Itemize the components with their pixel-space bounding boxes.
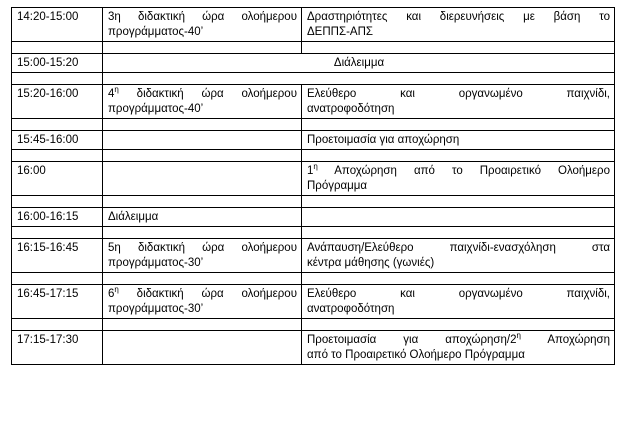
break-label: Διάλειμμα	[333, 57, 385, 69]
activity-cell	[302, 208, 615, 227]
time-cell	[12, 85, 103, 119]
activity-cell	[302, 285, 615, 319]
activity-line-1: Ελεύθερο και οργανωμένο παιχνίδι,	[307, 88, 610, 100]
time-text: 14:20-15:00	[17, 11, 79, 23]
activity-text: Αποχώρηση από το Προαιρετικό Ολοήμερο	[317, 165, 610, 177]
table-row	[12, 162, 615, 196]
session-cell	[103, 131, 302, 150]
activity-line-1	[307, 333, 610, 348]
table-row	[12, 131, 615, 150]
time-text: 15:45-16:00	[17, 134, 79, 146]
activity-line-1: Ελεύθερο και οργανωμένο παιχνίδι,	[307, 288, 610, 300]
table-row	[12, 208, 615, 227]
session-cell	[103, 162, 302, 196]
activity-cell	[302, 131, 615, 150]
activity-line-2: ΔΕΠΠΣ-ΑΠΣ	[307, 26, 373, 38]
session-text: διδακτική ώρα ολοήμερου	[118, 288, 297, 300]
session-line-1	[108, 87, 297, 102]
table-row	[12, 8, 615, 42]
ordinal-suffix: η	[313, 162, 318, 172]
time-cell	[12, 131, 103, 150]
schedule-table	[11, 7, 615, 365]
session-number: 4	[108, 88, 115, 100]
time-text: 16:45-17:15	[17, 288, 79, 300]
session-line-2: προγράμματος-30’	[108, 257, 204, 269]
table-row	[12, 239, 615, 273]
ordinal-suffix: η	[516, 331, 521, 341]
activity-text: Προετοιμασία για αποχώρηση	[307, 134, 460, 146]
session-line-1	[108, 287, 297, 302]
table-row	[12, 331, 615, 365]
activity-number: 1	[307, 165, 314, 177]
time-text: 16:00-16:15	[17, 211, 79, 223]
activity-text: Προετοιμασία για αποχώρηση/2	[307, 334, 517, 346]
spacer-row	[12, 273, 615, 285]
activity-cell	[302, 8, 615, 42]
activity-line-1: Δραστηριότητες και διερευνήσεις με βάση το	[307, 11, 610, 23]
time-cell	[12, 54, 103, 73]
time-cell	[12, 285, 103, 319]
session-line-2: προγράμματος-30’	[108, 303, 204, 315]
spacer-row	[12, 227, 615, 239]
spacer-row	[12, 42, 615, 54]
time-text: 16:15-16:45	[17, 242, 79, 254]
table-row	[12, 85, 615, 119]
break-cell	[103, 54, 615, 73]
time-cell	[12, 331, 103, 365]
time-cell	[12, 239, 103, 273]
session-cell	[103, 8, 302, 42]
activity-cell	[302, 85, 615, 119]
break-label: Διάλειμμα	[108, 211, 159, 223]
activity-line-2: ανατροφοδότηση	[307, 103, 395, 115]
activity-line-2: Πρόγραμμα	[307, 180, 368, 192]
session-number: 6	[108, 288, 115, 300]
ordinal-suffix: η	[114, 285, 119, 295]
time-text: 15:00-15:20	[17, 57, 79, 69]
session-line-2: προγράμματος-40’	[108, 103, 204, 115]
activity-cell	[302, 239, 615, 273]
time-text: 17:15-17:30	[17, 334, 79, 346]
activity-line-1: Ανάπαυση/Ελεύθερο παιχνίδι-ενασχόληση στα	[307, 242, 610, 254]
table-row	[12, 54, 615, 73]
activity-cell	[302, 331, 615, 365]
session-line-1: 5η διδακτική ώρα ολοήμερου	[108, 242, 297, 254]
activity-line-2: ανατροφοδότηση	[307, 303, 395, 315]
table-row	[12, 285, 615, 319]
time-cell	[12, 8, 103, 42]
activity-line-2: κέντρα μάθησης (γωνιές)	[307, 257, 435, 269]
activity-line-1	[307, 164, 610, 179]
spacer-row	[12, 196, 615, 208]
spacer-row	[12, 119, 615, 131]
session-line-1: 3η διδακτική ώρα ολοήμερου	[108, 11, 297, 23]
spacer-row	[12, 150, 615, 162]
break-cell	[103, 208, 302, 227]
session-cell	[103, 239, 302, 273]
session-cell	[103, 285, 302, 319]
time-text: 15:20-16:00	[17, 88, 79, 100]
time-cell	[12, 162, 103, 196]
activity-line-2: από το Προαιρετικό Ολοήμερο Πρόγραμμα	[307, 349, 525, 361]
session-line-2: προγράμματος-40’	[108, 26, 204, 38]
activity-text: Αποχώρηση	[520, 334, 610, 346]
time-text: 16:00	[17, 165, 46, 177]
ordinal-suffix: η	[114, 85, 119, 95]
spacer-row	[12, 319, 615, 331]
spacer-row	[12, 73, 615, 85]
time-cell	[12, 208, 103, 227]
activity-cell	[302, 162, 615, 196]
session-cell	[103, 331, 302, 365]
session-cell	[103, 85, 302, 119]
session-text: διδακτική ώρα ολοήμερου	[118, 88, 297, 100]
